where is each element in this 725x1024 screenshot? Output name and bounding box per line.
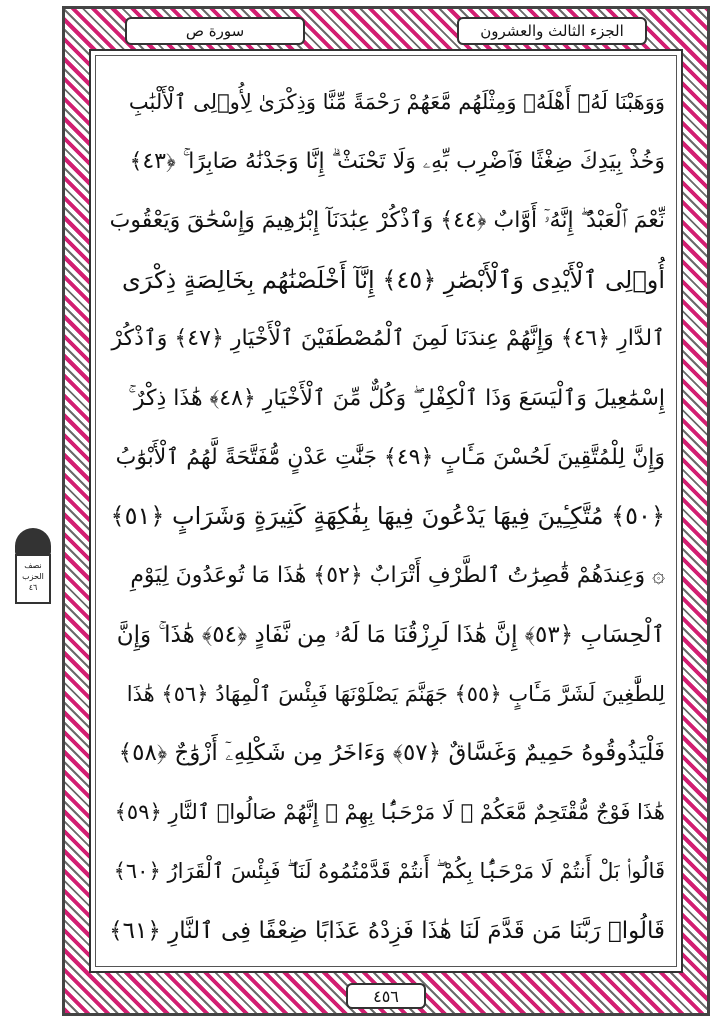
verse-line: وَإِنَّ لِلْمُتَّقِينَ لَحُسْنَ مَـَٔابٍ ﴿٤٩﴾ جَنَّٰتِ عَدْنٍ مُّفَتَّحَةً لَّهُمُ ٱلْأَبْوَٰبُ: [115, 444, 665, 470]
hizb-marker-line1: نصف: [24, 561, 42, 570]
hizb-marker-line2: الحزب: [22, 572, 44, 581]
verse-line: هَٰذَا فَوْجٌ مُّقْتَحِمٌ مَّعَكُمْ ۖ لَا مَرْحَبًۢا بِهِمْ ۚ إِنَّهُمْ صَالُوا۟ ٱلنَّارِ ﴿٥٩﴾: [114, 800, 665, 825]
juz-label: الجزء الثالث والعشرون: [457, 17, 647, 45]
verse-line: ٱلدَّارِ ﴿٤٦﴾ وَإِنَّهُمْ عِندَنَا لَمِنَ ٱلْمُصْطَفَيْنَ ٱلْأَخْيَارِ ﴿٤٧﴾ وَٱذْكُرْ: [111, 326, 665, 352]
page-number: ٤٥٦: [346, 983, 426, 1009]
verse-lines: [99, 59, 673, 963]
hizb-marker-label: [15, 554, 51, 604]
verse-line: قَالُوا۟ رَبَّنَا مَن قَدَّمَ لَنَا هَٰذَا فَزِدْهُ عَذَابًا ضِعْفًا فِى ٱلنَّارِ ﴿٦١﴾: [109, 917, 665, 944]
verse-line: قَالُوا۟ بَلْ أَنتُمْ لَا مَرْحَبًۢا بِكُمْ ۖ أَنتُمْ قَدَّمْتُمُوهُ لَنَا ۖ فَبِئْسَ ٱلْقَرَارُ ﴿٦٠﴾: [113, 859, 665, 884]
surah-name-label: سورة ص: [125, 17, 305, 45]
verse-line: ۞ وَعِندَهُمْ قَٰصِرَٰتُ ٱلطَّرْفِ أَتْرَابٌ ﴿٥٢﴾ هَٰذَا مَا تُوعَدُونَ لِيَوْمِ: [130, 563, 665, 589]
verse-line: نِّعْمَ ٱلْعَبْدُ ۖ إِنَّهُۥٓ أَوَّابٌ ﴿٤٤﴾ وَٱذْكُرْ عِبَٰدَنَآ إِبْرَٰهِيمَ وَإِسْحَٰقَ وَيَعْقُوبَ: [109, 207, 665, 233]
verse-line: فَلْيَذُوقُوهُ حَمِيمٌ وَغَسَّاقٌ ﴿٥٧﴾ وَءَاخَرُ مِن شَكْلِهِۦٓ أَزْوَٰجٌ ﴿٥٨﴾: [118, 740, 665, 767]
dome-icon: [15, 528, 51, 556]
verse-line: لِلطَّٰغِينَ لَشَرَّ مَـَٔابٍ ﴿٥٥﴾ جَهَنَّمَ يَصْلَوْنَهَا فَبِئْسَ ٱلْمِهَادُ ﴿٥٦﴾ هَٰذَا: [126, 682, 665, 706]
hizb-marker: [12, 528, 54, 606]
page-border: [62, 6, 710, 1016]
verse-line: وَوَهَبْنَا لَهُۥٓ أَهْلَهُۥ وَمِثْلَهُم مَّعَهُمْ رَحْمَةً مِّنَّا وَذِكْرَىٰ لِأُو۟لِى ٱلْأَلْبَٰبِ: [128, 90, 665, 114]
verse-line: ٱلْحِسَابِ ﴿٥٣﴾ إِنَّ هَٰذَا لَرِزْقُنَا مَا لَهُۥ مِن نَّفَادٍ ﴿٥٤﴾ هَٰذَا ۚ وَإِنَّ: [116, 621, 665, 648]
hizb-marker-line3: ٤٦: [28, 583, 38, 592]
text-frame: [89, 49, 683, 973]
verse-line: ﴿٥٠﴾ مُتَّكِـِٔينَ فِيهَا يَدْعُونَ فِيهَا بِفَٰكِهَةٍ كَثِيرَةٍ وَشَرَابٍ ﴿٥١﴾: [110, 502, 665, 531]
verse-line: أُو۟لِى ٱلْأَيْدِى وَٱلْأَبْصَٰرِ ﴿٤٥﴾ إِنَّآ أَخْلَصْنَٰهُم بِخَالِصَةٍ ذِكْرَى: [122, 265, 665, 294]
verse-line: وَخُذْ بِيَدِكَ ضِغْثًا فَٱضْرِب بِّهِۦ وَلَا تَحْنَثْ ۗ إِنَّا وَجَدْنَٰهُ صَابِرًا ۚ ﴿٤٣﴾: [129, 148, 665, 174]
verse-line: إِسْمَٰعِيلَ وَٱلْيَسَعَ وَذَا ٱلْكِفْلِ ۖ وَكُلٌّ مِّنَ ٱلْأَخْيَارِ ﴿٤٨﴾ هَٰذَا ذِكْرٌ ۚ: [128, 385, 665, 411]
